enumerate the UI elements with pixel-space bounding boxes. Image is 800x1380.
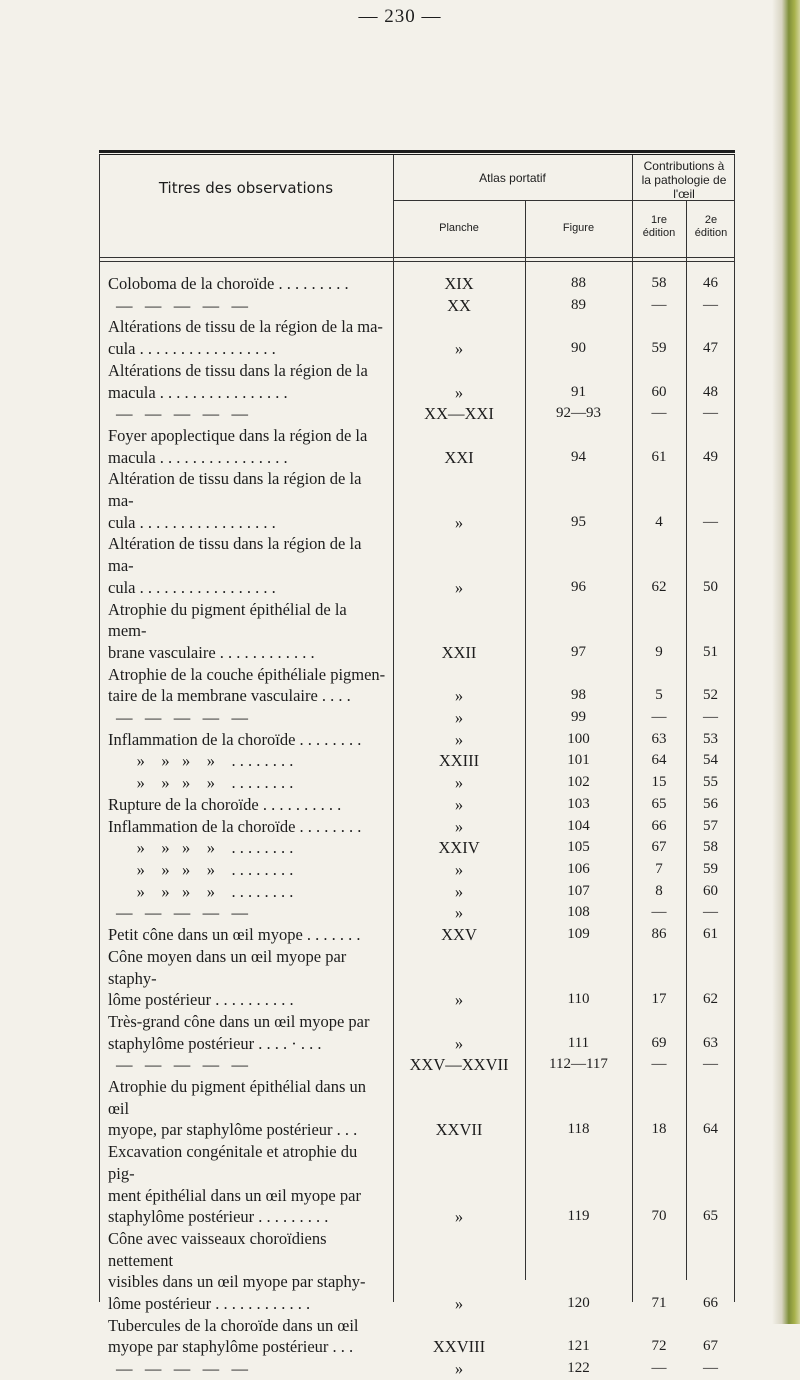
second-edition-cell: 46 bbox=[703, 275, 718, 291]
figure-cell: 104 bbox=[567, 817, 590, 834]
second-edition-cell: — bbox=[703, 296, 718, 313]
observation-title bbox=[99, 794, 393, 816]
planche-cell: » bbox=[454, 1207, 464, 1227]
planche-cell: XXV—XXVII bbox=[409, 1055, 509, 1075]
figure-cell: 96 bbox=[571, 578, 586, 595]
observation-title-line: Inflammation de la choroïde . . . . . . . . bbox=[108, 816, 362, 836]
planche-cell: » bbox=[454, 816, 464, 836]
observation-title bbox=[99, 772, 393, 794]
observation-title-line: » » » » . . . . . . . . bbox=[116, 859, 294, 879]
first-edition-cell: — bbox=[651, 296, 667, 313]
second-edition-cell: 62 bbox=[703, 991, 718, 1008]
figure-cell: 89 bbox=[571, 296, 586, 313]
second-edition-cell: 60 bbox=[703, 882, 718, 899]
observation-title bbox=[99, 881, 393, 903]
figure-cell: 109 bbox=[567, 926, 590, 943]
observation-title-line: Altérations de tissu dans la région de la bbox=[108, 360, 368, 380]
observation-title-line: Atrophie du pigment épithélial de la mem- bbox=[108, 599, 347, 641]
first-edition-cell: 9 bbox=[655, 643, 663, 660]
second-edition-cell: 59 bbox=[703, 860, 718, 877]
table-row bbox=[99, 859, 735, 881]
observation-title-line: lôme postérieur . . . . . . . . . . bbox=[108, 990, 294, 1010]
observation-title bbox=[99, 533, 393, 598]
second-edition-cell: 48 bbox=[703, 383, 718, 400]
observation-title-line: cula . . . . . . . . . . . . . . . . . bbox=[108, 512, 276, 532]
planche-cell: » bbox=[454, 1033, 464, 1053]
first-edition-cell: 4 bbox=[655, 513, 663, 530]
observation-title bbox=[99, 816, 393, 838]
second-edition-cell: 54 bbox=[703, 752, 718, 769]
first-edition-cell: 59 bbox=[651, 340, 667, 357]
second-edition-cell: 63 bbox=[703, 1034, 718, 1051]
second-edition-cell: 67 bbox=[703, 1338, 718, 1355]
second-edition-cell: — bbox=[703, 1056, 718, 1073]
observation-title-line: staphylôme postérieur . . . . . . . . . bbox=[108, 1207, 329, 1227]
observation-title-line: » » » » . . . . . . . . bbox=[116, 881, 294, 901]
header-contributions: Contributions à la pathologie de l'œil bbox=[641, 159, 727, 201]
second-edition-cell: — bbox=[703, 904, 718, 921]
observation-title-line: — — — — — bbox=[116, 708, 248, 728]
first-edition-cell: 5 bbox=[655, 687, 663, 704]
first-edition-cell: 70 bbox=[651, 1208, 667, 1225]
observation-title-line: Rupture de la choroïde . . . . . . . . . . bbox=[108, 794, 342, 814]
observation-title-line: Foyer apoplectique dans la région de la bbox=[108, 425, 368, 445]
planche-cell: » bbox=[454, 686, 464, 706]
observation-title bbox=[99, 295, 393, 317]
second-edition-cell: 56 bbox=[703, 795, 718, 812]
second-edition-cell: 49 bbox=[703, 448, 718, 465]
first-edition-cell: 64 bbox=[651, 752, 667, 769]
table-row bbox=[99, 533, 735, 598]
observation-title-line: Atrophie de la couche épithéliale pigmen- bbox=[108, 664, 386, 684]
figure-cell: 110 bbox=[567, 991, 590, 1008]
planche-cell: XXVII bbox=[435, 1120, 483, 1140]
table-row bbox=[99, 1011, 735, 1054]
table-row bbox=[99, 902, 735, 924]
first-edition-cell: — bbox=[651, 1056, 667, 1073]
second-edition-cell: 55 bbox=[703, 774, 718, 791]
second-edition-cell: 58 bbox=[703, 839, 718, 856]
table-row bbox=[99, 881, 735, 903]
figure-cell: 118 bbox=[567, 1121, 590, 1138]
header-ed1: 1re édition bbox=[642, 214, 676, 239]
first-edition-cell: 60 bbox=[651, 383, 667, 400]
first-edition-cell: 17 bbox=[651, 991, 667, 1008]
figure-cell: 91 bbox=[571, 383, 586, 400]
observation-title-line: Cône moyen dans un œil myope par staphy- bbox=[108, 946, 347, 988]
first-edition-cell: 67 bbox=[651, 839, 667, 856]
observation-title bbox=[99, 1315, 393, 1358]
planche-cell: XX—XXI bbox=[424, 404, 494, 424]
observation-title bbox=[99, 273, 393, 295]
table-row bbox=[99, 794, 735, 816]
observation-title bbox=[99, 1054, 393, 1076]
table-row bbox=[99, 924, 735, 946]
planche-cell: XXV bbox=[441, 925, 477, 945]
observation-title bbox=[99, 837, 393, 859]
observation-title-line: — — — — — bbox=[116, 1055, 248, 1075]
figure-cell: 100 bbox=[567, 730, 590, 747]
observation-title bbox=[99, 707, 393, 729]
first-edition-cell: 7 bbox=[655, 860, 663, 877]
second-edition-cell: 53 bbox=[703, 730, 718, 747]
observation-title-line: brane vasculaire . . . . . . . . . . . . bbox=[108, 642, 315, 662]
planche-cell: » bbox=[454, 1294, 464, 1314]
observations-table bbox=[99, 150, 735, 1379]
table-row bbox=[99, 772, 735, 794]
table-row bbox=[99, 360, 735, 403]
header-atlas: Atlas portatif bbox=[479, 171, 546, 185]
second-edition-cell: 51 bbox=[703, 643, 718, 660]
figure-cell: 102 bbox=[567, 774, 590, 791]
observation-title-line: Altérations de tissu de la région de la ma- bbox=[108, 317, 383, 337]
first-edition-cell: 15 bbox=[651, 774, 667, 791]
table-row bbox=[99, 750, 735, 772]
figure-cell: 98 bbox=[571, 687, 586, 704]
table-row bbox=[99, 837, 735, 859]
second-edition-cell: 52 bbox=[703, 687, 718, 704]
planche-cell: » bbox=[454, 382, 464, 402]
figure-cell: 122 bbox=[567, 1360, 590, 1377]
table-row bbox=[99, 1054, 735, 1076]
planche-cell: » bbox=[454, 1359, 464, 1379]
second-edition-cell: 57 bbox=[703, 817, 718, 834]
planche-cell: XXI bbox=[444, 447, 474, 467]
second-edition-cell: 50 bbox=[703, 578, 718, 595]
second-edition-cell: 61 bbox=[703, 926, 718, 943]
observation-title-line: — — — — — bbox=[116, 295, 248, 315]
figure-cell: 94 bbox=[571, 448, 586, 465]
table-row bbox=[99, 1076, 735, 1141]
figure-cell: 97 bbox=[571, 643, 586, 660]
header-bottom-rule-2 bbox=[99, 261, 735, 262]
figure-cell: 92—93 bbox=[556, 405, 601, 422]
second-edition-cell: — bbox=[703, 405, 718, 422]
page-binding-edge bbox=[772, 0, 800, 1324]
table-row bbox=[99, 316, 735, 359]
figure-cell: 119 bbox=[567, 1208, 590, 1225]
observation-title-line: Inflammation de la choroïde . . . . . . . . bbox=[108, 729, 362, 749]
planche-cell: XXIII bbox=[438, 751, 480, 771]
observation-title-line: staphylôme postérieur . . . . · . . . bbox=[108, 1033, 322, 1053]
planche-cell: » bbox=[454, 577, 464, 597]
planche-cell: » bbox=[454, 773, 464, 793]
second-edition-cell: 65 bbox=[703, 1208, 718, 1225]
observation-title-line: Très-grand cône dans un œil myope par bbox=[108, 1011, 370, 1031]
observation-title-line: » » » » . . . . . . . . bbox=[116, 773, 294, 793]
observation-title bbox=[99, 599, 393, 664]
figure-cell: 112—117 bbox=[549, 1056, 608, 1073]
table-row bbox=[99, 1141, 735, 1228]
table-row bbox=[99, 1315, 735, 1358]
first-edition-cell: 69 bbox=[651, 1034, 667, 1051]
first-edition-cell: 62 bbox=[651, 578, 667, 595]
first-edition-cell: — bbox=[651, 1360, 667, 1377]
header-planche: Planche bbox=[439, 222, 479, 234]
figure-cell: 88 bbox=[571, 275, 586, 291]
observation-title bbox=[99, 468, 393, 533]
observation-title-line: macula . . . . . . . . . . . . . . . . bbox=[108, 447, 288, 467]
table-row bbox=[99, 1228, 735, 1315]
header-ed2: 2e édition bbox=[694, 214, 728, 239]
planche-cell: » bbox=[454, 990, 464, 1010]
planche-cell: » bbox=[454, 729, 464, 749]
observation-title-line: » » » » . . . . . . . . bbox=[116, 751, 294, 771]
second-edition-cell: — bbox=[703, 513, 718, 530]
planche-cell: XXIV bbox=[438, 838, 480, 858]
figure-cell: 108 bbox=[567, 904, 590, 921]
first-edition-cell: — bbox=[651, 709, 667, 726]
observation-title-line: Excavation congénitale et atrophie du pig- bbox=[108, 1142, 358, 1183]
first-edition-cell: 18 bbox=[651, 1121, 667, 1138]
table-row bbox=[99, 664, 735, 707]
observation-title bbox=[99, 316, 393, 359]
observation-title bbox=[99, 859, 393, 881]
observation-title bbox=[99, 1076, 393, 1141]
observation-title-line: lôme postérieur . . . . . . . . . . . . bbox=[108, 1294, 311, 1314]
observation-title-line: Cône avec vaisseaux choroïdiens nettement bbox=[108, 1228, 327, 1270]
observation-title-line: Atrophie du pigment épithélial dans un œil bbox=[108, 1077, 366, 1118]
table-row bbox=[99, 1358, 735, 1380]
observation-title bbox=[99, 1228, 393, 1315]
table-row bbox=[99, 295, 735, 317]
observation-title-line: myope par staphylôme postérieur . . . bbox=[108, 1337, 354, 1357]
observation-title-line: ment épithélial dans un œil myope par bbox=[108, 1185, 361, 1205]
observation-title-line: » » » » . . . . . . . . bbox=[116, 838, 294, 858]
second-edition-cell: 64 bbox=[703, 1121, 718, 1138]
planche-cell: » bbox=[454, 794, 464, 814]
figure-cell: 90 bbox=[571, 340, 586, 357]
planche-cell: XXVIII bbox=[432, 1337, 486, 1357]
planche-cell: XXII bbox=[441, 642, 477, 662]
observation-title bbox=[99, 1011, 393, 1054]
second-edition-cell: — bbox=[703, 709, 718, 726]
observation-title bbox=[99, 946, 393, 1011]
observation-title-line: Petit cône dans un œil myope . . . . . . . bbox=[108, 925, 361, 945]
observation-title-line: visibles dans un œil myope par staphy- bbox=[108, 1272, 366, 1292]
observation-title-line: Coloboma de la choroïde . . . . . . . . . bbox=[108, 274, 349, 293]
observation-title bbox=[99, 902, 393, 924]
observation-title-line: myope, par staphylôme postérieur . . . bbox=[108, 1120, 358, 1140]
table-row bbox=[99, 729, 735, 751]
first-edition-cell: 71 bbox=[651, 1295, 667, 1312]
observation-title-line: — — — — — bbox=[116, 404, 248, 424]
figure-cell: 105 bbox=[567, 839, 590, 856]
planche-cell: » bbox=[454, 903, 464, 923]
observation-title bbox=[99, 403, 393, 425]
figure-cell: 106 bbox=[567, 860, 590, 877]
planche-cell: » bbox=[454, 339, 464, 359]
header-titres: Titres des observations bbox=[158, 179, 334, 197]
observation-title bbox=[99, 425, 393, 468]
table-row bbox=[99, 468, 735, 533]
table-row bbox=[99, 946, 735, 1011]
first-edition-cell: 58 bbox=[651, 275, 667, 291]
observation-title-line: macula . . . . . . . . . . . . . . . . bbox=[108, 382, 288, 402]
first-edition-cell: 72 bbox=[651, 1338, 667, 1355]
table-top-rule bbox=[99, 150, 735, 153]
first-edition-cell: — bbox=[651, 405, 667, 422]
planche-cell: » bbox=[454, 859, 464, 879]
observation-title-line: Tubercules de la choroïde dans un œil bbox=[108, 1315, 359, 1335]
observation-title bbox=[99, 360, 393, 403]
planche-cell: XIX bbox=[444, 274, 474, 293]
table-row bbox=[99, 425, 735, 468]
observation-title bbox=[99, 1358, 393, 1380]
table-row bbox=[99, 403, 735, 425]
observation-title bbox=[99, 750, 393, 772]
observation-title bbox=[99, 664, 393, 707]
table-row bbox=[99, 599, 735, 664]
second-edition-cell: 66 bbox=[703, 1295, 718, 1312]
first-edition-cell: 65 bbox=[651, 795, 667, 812]
table-row bbox=[99, 273, 735, 295]
observation-title-line: Altération de tissu dans la région de la ma- bbox=[108, 534, 362, 576]
first-edition-cell: 86 bbox=[651, 926, 667, 943]
figure-cell: 121 bbox=[567, 1338, 590, 1355]
observation-title-line: Altération de tissu dans la région de la ma- bbox=[108, 469, 362, 511]
header-bottom-rule bbox=[99, 257, 735, 258]
first-edition-cell: 61 bbox=[651, 448, 667, 465]
observation-title-line: cula . . . . . . . . . . . . . . . . . bbox=[108, 339, 276, 359]
observation-title-line: taire de la membrane vasculaire . . . . bbox=[108, 686, 351, 706]
figure-cell: 120 bbox=[567, 1295, 590, 1312]
planche-cell: » bbox=[454, 708, 464, 728]
planche-cell: XX bbox=[447, 295, 471, 315]
page-number: — 230 — bbox=[358, 6, 442, 27]
figure-cell: 111 bbox=[567, 1034, 590, 1051]
table-body bbox=[99, 273, 735, 1380]
figure-cell: 103 bbox=[567, 795, 590, 812]
second-edition-cell: 47 bbox=[703, 340, 718, 357]
first-edition-cell: 63 bbox=[651, 730, 667, 747]
first-edition-cell: 8 bbox=[655, 882, 663, 899]
observation-title bbox=[99, 1141, 393, 1228]
figure-cell: 101 bbox=[567, 752, 590, 769]
table-row bbox=[99, 707, 735, 729]
header-figure: Figure bbox=[562, 222, 595, 234]
planche-cell: » bbox=[454, 881, 464, 901]
observation-title-line: cula . . . . . . . . . . . . . . . . . bbox=[108, 577, 276, 597]
observation-title-line: — — — — — bbox=[116, 903, 248, 923]
first-edition-cell: 66 bbox=[651, 817, 667, 834]
observation-title bbox=[99, 729, 393, 751]
figure-cell: 95 bbox=[571, 513, 586, 530]
table-row bbox=[99, 816, 735, 838]
planche-cell: » bbox=[454, 512, 464, 532]
second-edition-cell: — bbox=[703, 1360, 718, 1377]
table-top-rule-thin bbox=[99, 154, 735, 155]
figure-cell: 99 bbox=[571, 709, 586, 726]
observation-title bbox=[99, 924, 393, 946]
first-edition-cell: — bbox=[651, 904, 667, 921]
observation-title-line: — — — — — bbox=[116, 1359, 248, 1379]
figure-cell: 107 bbox=[567, 882, 590, 899]
